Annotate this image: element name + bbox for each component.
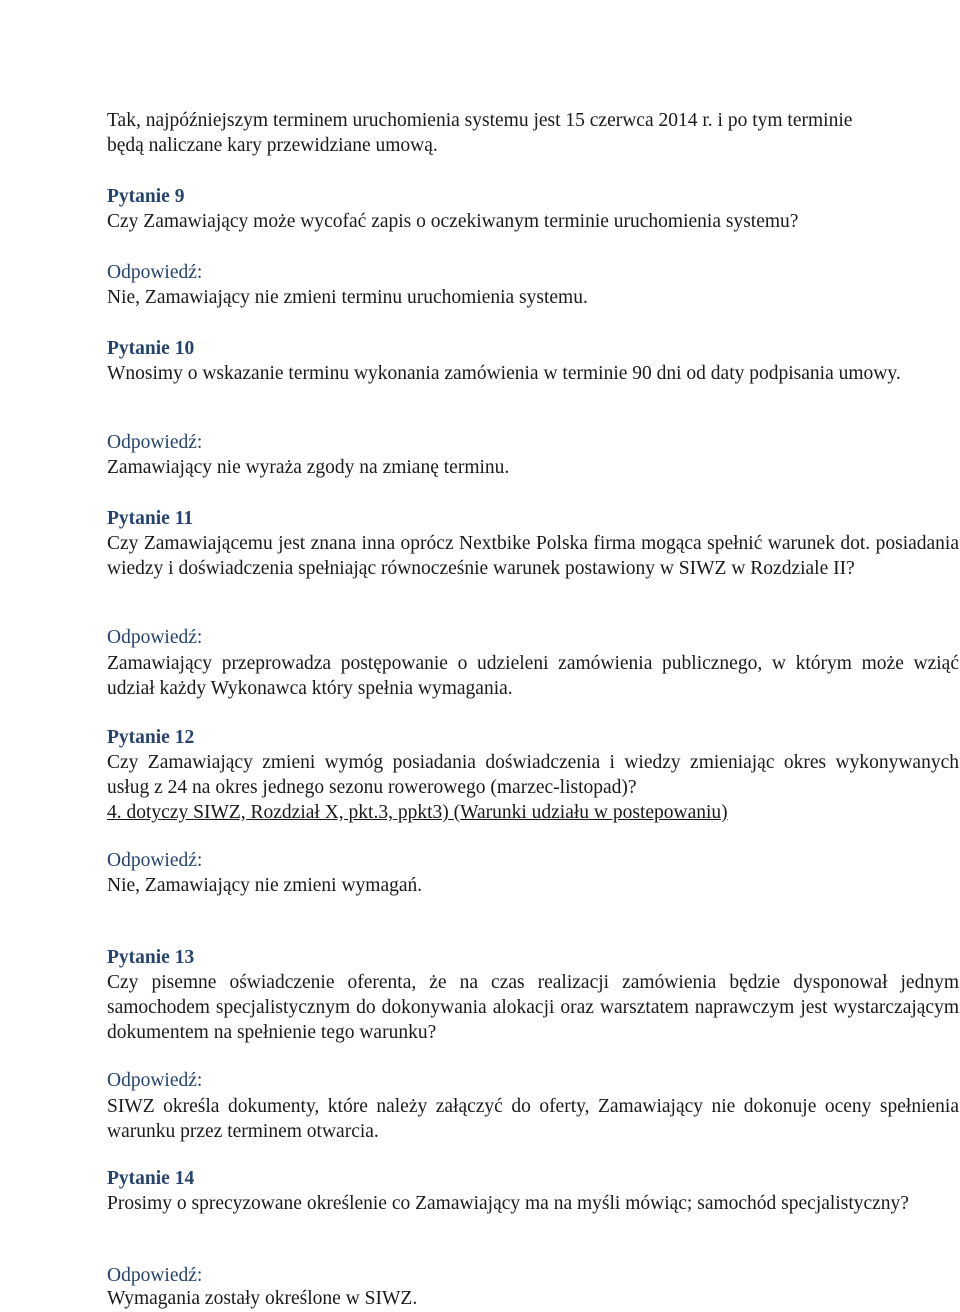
question-13-text: Czy pisemne oświadczenie oferenta, że na czas realizacji zamówienia będzie dysponował jednym samochodem specjalistycznym do dokonywania alokacji oraz warsztatem naprawczym jest wystarczającym dokumentem na spełnienie tego warunku? <box>107 972 959 1043</box>
intro-line-1: Tak, najpóźniejszym terminem uruchomienia systemu jest 15 czerwca 2014 r. i po tym terminie <box>107 110 853 131</box>
question-10-heading: Pytanie 10 <box>107 338 195 359</box>
answer-13-text: SIWZ określa dokumenty, które należy załączyć do oferty, Zamawiający nie dokonuje oceny spełnienia warunku przez terminem otwarcia. <box>107 1096 959 1142</box>
answer-10-heading: Odpowiedź: <box>107 432 203 453</box>
answer-10-text: Zamawiający nie wyraża zgody na zmianę terminu. <box>107 457 510 478</box>
question-12-text: Czy Zamawiający zmieni wymóg posiadania doświadczenia i wiedzy zmieniając okres wykonywanych usług z 24 na okres jednego sezonu rowerowego (marzec-listopad)? <box>107 752 959 798</box>
intro-paragraph <box>107 108 959 158</box>
answer-11-heading: Odpowiedź: <box>107 627 203 648</box>
answer-9-text: Nie, Zamawiający nie zmieni terminu uruchomienia systemu. <box>107 287 588 308</box>
question-12-reference: 4. dotyczy SIWZ, Rozdział X, pkt.3, ppkt3) (Warunki udziału w postepowaniu) <box>107 802 728 823</box>
answer-13-heading: Odpowiedź: <box>107 1070 203 1091</box>
answer-9-heading: Odpowiedź: <box>107 262 203 283</box>
question-13-heading: Pytanie 13 <box>107 947 195 968</box>
question-14-text: Prosimy o sprecyzowane określenie co Zamawiający ma na myśli mówiąc; samochód specjalistyczny? <box>107 1193 909 1214</box>
question-12-heading: Pytanie 12 <box>107 727 195 748</box>
answer-12-text: Nie, Zamawiający nie zmieni wymagań. <box>107 875 423 896</box>
question-10-text: Wnosimy o wskazanie terminu wykonania zamówienia w terminie 90 dni od daty podpisania umowy. <box>107 363 901 384</box>
answer-14-heading: Odpowiedź: <box>107 1265 203 1286</box>
question-9-heading: Pytanie 9 <box>107 186 185 207</box>
question-11-heading: Pytanie 11 <box>107 508 194 529</box>
answer-14-text: Wymagania zostały określone w SIWZ. <box>107 1288 418 1309</box>
answer-11-text: Zamawiający przeprowadza postępowanie o udzieleni zamówienia publicznego, w którym może wziąć udział każdy Wykonawca który spełnia wymagania. <box>107 653 959 699</box>
intro-line-2: będą naliczane kary przewidziane umową. <box>107 135 438 156</box>
question-9-text: Czy Zamawiający może wycofać zapis o oczekiwanym terminie uruchomienia systemu? <box>107 211 799 232</box>
question-11-text: Czy Zamawiającemu jest znana inna oprócz Nextbike Polska firma mogąca spełnić warunek dot. posiadania wiedzy i doświadczenia spełniając równocześnie warunek postawiony w SIWZ w Rozdziale II? <box>107 533 959 579</box>
answer-12-heading: Odpowiedź: <box>107 850 203 871</box>
question-14-heading: Pytanie 14 <box>107 1168 195 1189</box>
